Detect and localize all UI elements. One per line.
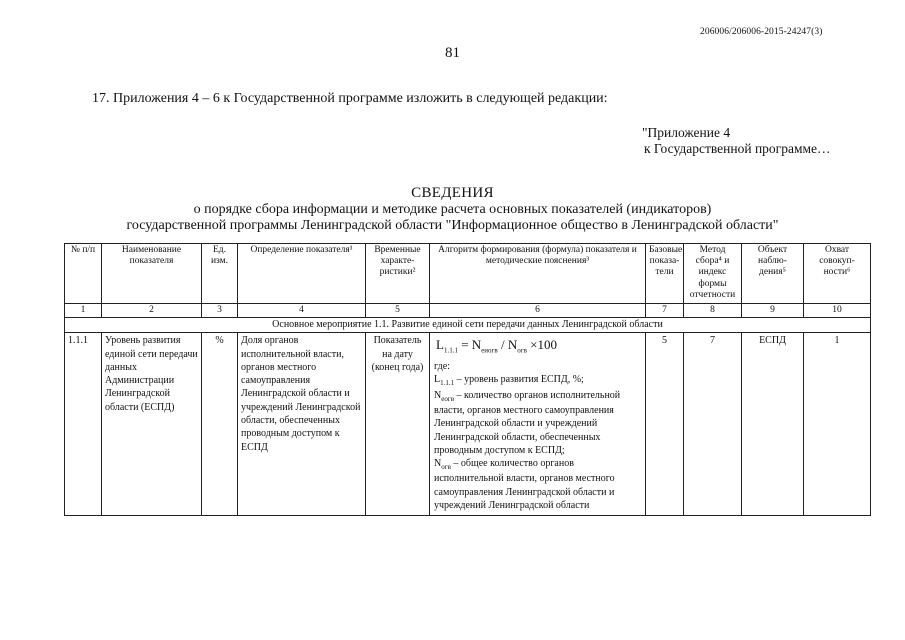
document-title: СВЕДЕНИЯ	[411, 185, 494, 201]
header-cell: № п/п	[65, 244, 102, 304]
header-cell: Наименование показателя	[102, 244, 202, 304]
column-number: 5	[366, 304, 430, 318]
formula: $L_{1.1.1} = N_{еиогв} / N_{огв} \times 100$	[436, 337, 557, 355]
formula-definition-2: $N_{еогв}$ – количество органов исполнительной власти, органов местного самоуправления Ленинградской области и учреждений Ленинградской области, обеспеченных проводным доступом к ЕСПД;	[434, 389, 621, 456]
table-row	[65, 333, 871, 516]
section-row	[65, 318, 871, 333]
row-number: 1.1.1	[65, 333, 102, 516]
algorithm-cell	[430, 333, 646, 516]
base-indicator-cell: 5	[646, 333, 684, 516]
instruction-paragraph: 17. Приложения 4 – 6 к Государственной программе изложить в следующей редакции:	[92, 91, 608, 106]
indicators-table	[64, 243, 871, 516]
header-cell: Определение показателя¹	[238, 244, 366, 304]
document-subtitle-1: о порядке сбора информации и методике расчета основных показателей (индикаторов)	[193, 202, 712, 217]
column-number: 4	[238, 304, 366, 318]
header-cell: Охват совокуп-ности⁶	[804, 244, 871, 304]
page-number: 81	[445, 45, 460, 61]
header-cell: Метод сбора⁴ и индекс формы отчетности	[684, 244, 742, 304]
document-reference: 206006/206006-2015-24247(3)	[700, 27, 823, 37]
appendix-reference: к Государственной программе…	[644, 141, 831, 156]
definition-cell: Доля органов исполнительной власти, органов местного самоуправления Ленинградской области и учреждений Ленинградской области, обеспеченных проводным доступом к ЕСПД	[238, 333, 366, 516]
method-cell: 7	[684, 333, 742, 516]
column-number: 8	[684, 304, 742, 318]
column-number: 1	[65, 304, 102, 318]
header-cell: Базовые показа-тели	[646, 244, 684, 304]
column-number: 9	[742, 304, 804, 318]
column-number: 6	[430, 304, 646, 318]
table-header-row	[65, 244, 871, 304]
document-subtitle-2: государственной программы Ленинградской области "Информационное общество в Ленинградской области"	[126, 218, 779, 233]
column-number-row	[65, 304, 871, 318]
unit-cell: %	[202, 333, 238, 516]
section-title: Основное мероприятие 1.1. Развитие единой сети передачи данных Ленинградской области	[65, 318, 871, 333]
header-cell: Объект наблю-дения⁵	[742, 244, 804, 304]
indicator-name: Уровень развития единой сети передачи данных Администрации Ленинградской области (ЕСПД)	[102, 333, 202, 516]
column-number: 2	[102, 304, 202, 318]
timing-cell: Показатель на дату (конец года)	[366, 333, 430, 516]
column-number: 3	[202, 304, 238, 318]
header-cell: Алгоритм формирования (формула) показателя и методические пояснения³	[430, 244, 646, 304]
column-number: 7	[646, 304, 684, 318]
appendix-label: "Приложение 4	[642, 125, 731, 140]
coverage-cell: 1	[804, 333, 871, 516]
column-number: 10	[804, 304, 871, 318]
header-cell: Временные характе-ристики²	[366, 244, 430, 304]
formula-where: где:	[434, 361, 450, 373]
formula-definition-1: $L_{1.1.1}$ – уровень развития ЕСПД, %;	[434, 374, 584, 388]
object-cell: ЕСПД	[742, 333, 804, 516]
header-cell: Ед. изм.	[202, 244, 238, 304]
formula-definition-3: $N_{огв}$ – общее количество органов исполнительной власти, органов местного самоуправления Ленинградской области и учреждений Ленинградской области	[434, 458, 615, 512]
